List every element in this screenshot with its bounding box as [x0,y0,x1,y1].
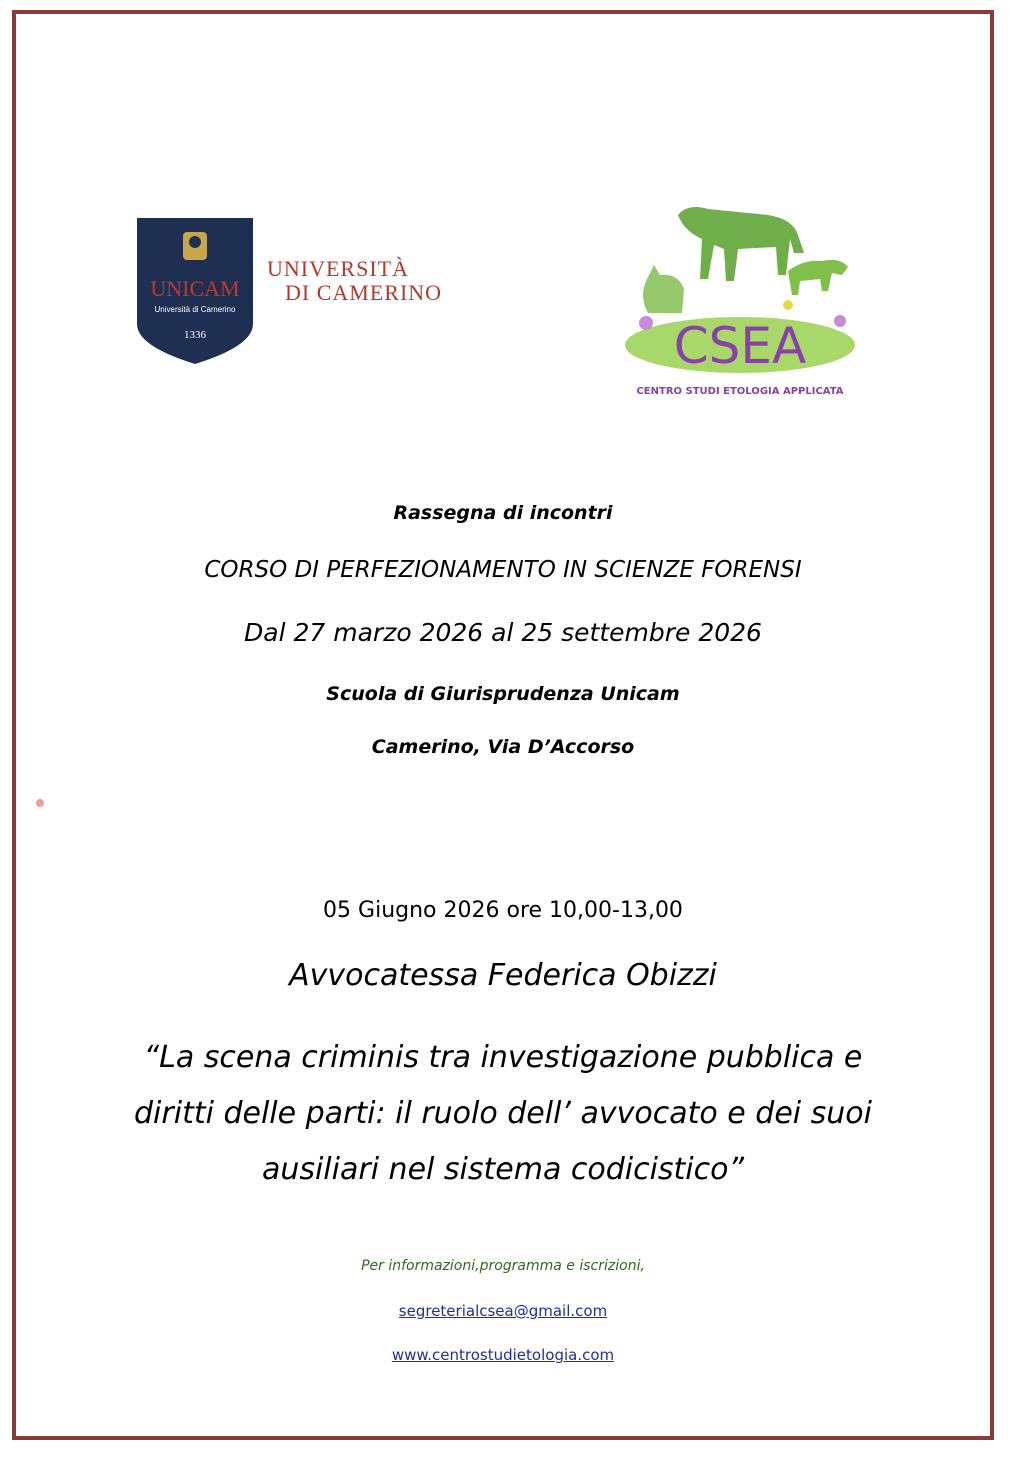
talk-title [12,1030,994,1198]
unicam-wordmark-line1: UNIVERSITÀ [267,256,409,281]
website-link[interactable]: www.centrostudietologia.com [391,1346,615,1364]
horse-icon [678,207,804,281]
unicam-logo-graphic [135,216,500,366]
csea-logo [618,195,863,405]
talk-title-line3: ausiliari nel sistema codicistico” [261,1152,745,1187]
unicam-shield-text: UNICAM [150,276,240,301]
series-title: Rassegna di incontri [393,502,613,524]
flower-icon [639,316,653,330]
location: Camerino, Via D’Accorso [371,736,635,758]
csea-logo-graphic [618,195,863,405]
school-name: Scuola di Giurisprudenza Unicam [326,683,680,705]
speaker-name: Avvocatessa Federica Obizzi [289,958,717,993]
csea-full-name: CENTRO STUDI ETOLOGIA APPLICATA [636,386,844,397]
course-dates: Dal 27 marzo 2026 al 25 settembre 2026 [244,618,762,647]
csea-acronym: CSEA [673,317,807,375]
talk-title-line1: “La scena criminis tra investigazione pubblica e [143,1040,863,1075]
stray-mark [36,799,44,807]
cat-icon [643,265,684,313]
unicam-wordmark-line2: DI CAMERINO [285,280,443,305]
info-text: Per informazioni,programma e iscrizioni, [361,1258,645,1274]
dog-icon [788,260,848,295]
talk-title-line2: diritti delle parti: il ruolo dell’ avvocato e dei suoi [134,1096,872,1131]
session-datetime: 05 Giugno 2026 ore 10,00-13,00 [323,898,683,923]
unicam-logo [135,216,500,366]
course-title: CORSO DI PERFEZIONAMENTO IN SCIENZE FORENSI [204,557,802,583]
unicam-shield-subtext: Università di Camerino [154,305,236,314]
email-link[interactable]: segreterialcsea@gmail.com [398,1302,608,1320]
unicam-shield-year: 1336 [184,329,206,341]
